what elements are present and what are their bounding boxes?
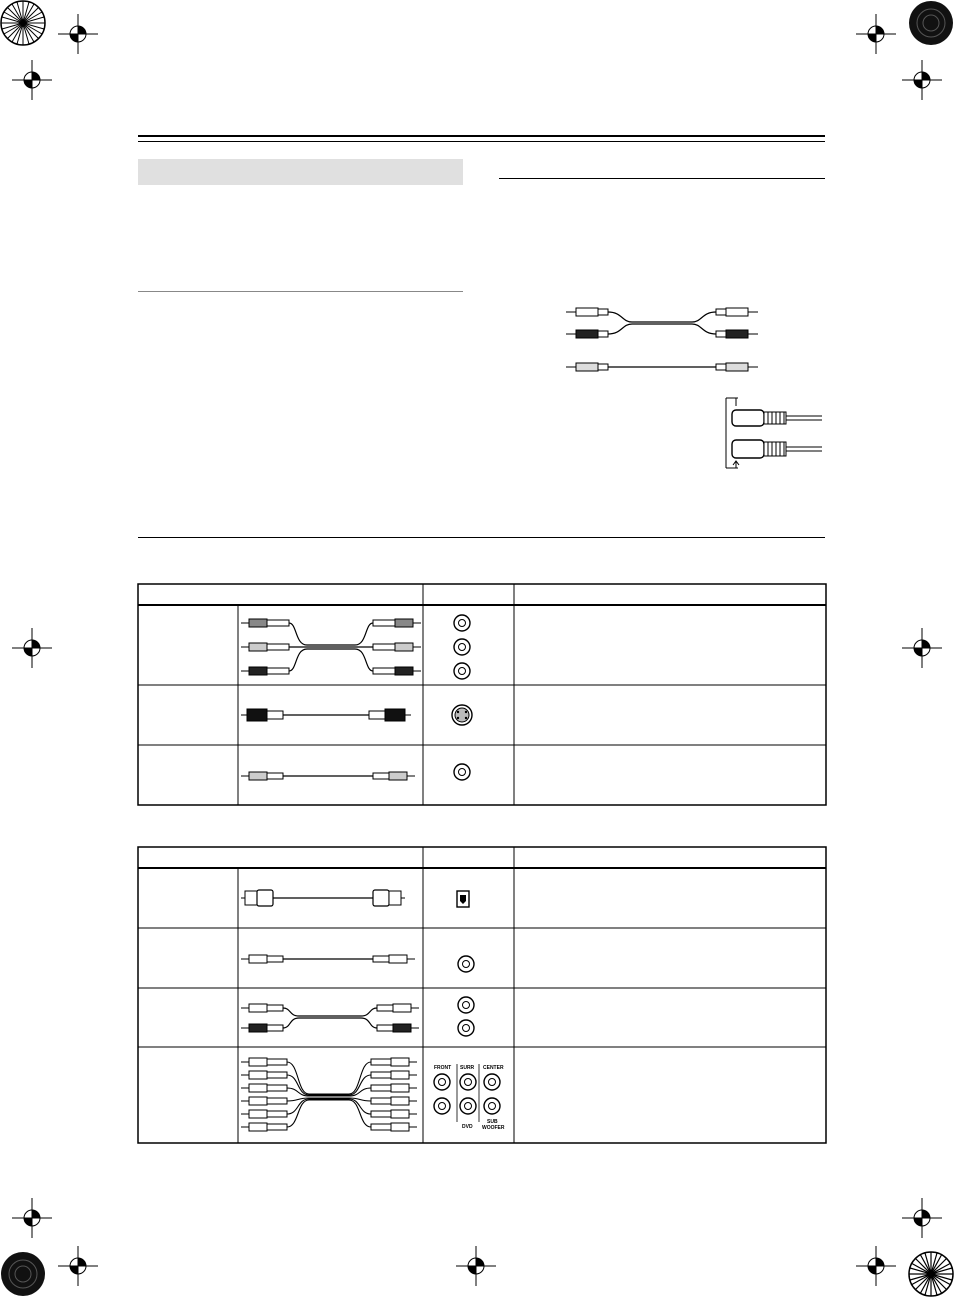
multichannel-jack-panel: [434, 1064, 505, 1131]
s-video-cable-icon: [241, 709, 411, 721]
multichannel-cable-icon: [241, 1058, 417, 1131]
stereo-rca-cable-illustration: [562, 300, 762, 380]
jack-label-dvd: DVD: [462, 1124, 473, 1130]
header-rule-thin: [138, 141, 825, 142]
crosshair-mark-bottom-right-b: [856, 1246, 896, 1286]
crosshair-mark-mid-right: [902, 628, 942, 668]
starburst-mark-top-left: [0, 0, 46, 46]
jack-label-center: CENTER: [483, 1065, 504, 1071]
plug-insertion-illustration: [718, 392, 828, 482]
rca-plug-left-black: [566, 330, 608, 338]
crosshair-mark-top-right-a: [856, 14, 896, 54]
optical-cable-icon: [241, 890, 405, 906]
jack-label-surr: SURR: [460, 1065, 475, 1071]
video-connection-table: [137, 583, 827, 806]
crosshair-mark-top-right-b: [902, 60, 942, 100]
crosshair-mark-top-left-b: [12, 60, 52, 100]
subsection-rule-left: [138, 291, 463, 292]
jack-label-sub-line1: SUB: [487, 1119, 498, 1125]
audio-connection-table: [137, 846, 827, 1144]
component-jack-icons: [454, 615, 470, 679]
composite-jack-icon: [454, 764, 470, 780]
section-heading-band: [138, 159, 463, 185]
coaxial-cable-icon: [241, 955, 415, 963]
starburst-mark-bottom-right: [908, 1251, 954, 1297]
analog-stereo-jack-icons: [458, 997, 474, 1036]
coaxial-jack-icon: [458, 956, 474, 972]
crosshair-mark-bottom-center: [456, 1246, 496, 1286]
jack-label-sub-line2: WOOFER: [482, 1125, 505, 1131]
crosshair-mark-bottom-left-a: [12, 1198, 52, 1238]
composite-video-cable-icon: [241, 772, 415, 780]
crosshair-mark-mid-left: [12, 628, 52, 668]
starburst-mark-bottom-left: [0, 1251, 46, 1297]
analog-stereo-cable-icon: [241, 1004, 419, 1032]
rca-plug-left-white: [566, 308, 608, 316]
optical-jack-icon: [457, 891, 469, 907]
jack-label-front: FRONT: [434, 1065, 452, 1071]
crosshair-mark-bottom-right-a: [902, 1198, 942, 1238]
s-video-jack-icon: [452, 705, 472, 725]
crosshair-mark-bottom-left-b: [58, 1246, 98, 1286]
section-separator-rule: [138, 537, 825, 538]
starburst-mark-top-right: [908, 0, 954, 46]
component-video-cable-icon: [241, 619, 421, 675]
header-rule-thick: [138, 135, 825, 137]
subsection-rule-right: [499, 178, 825, 179]
crosshair-mark-top-left-a: [58, 14, 98, 54]
